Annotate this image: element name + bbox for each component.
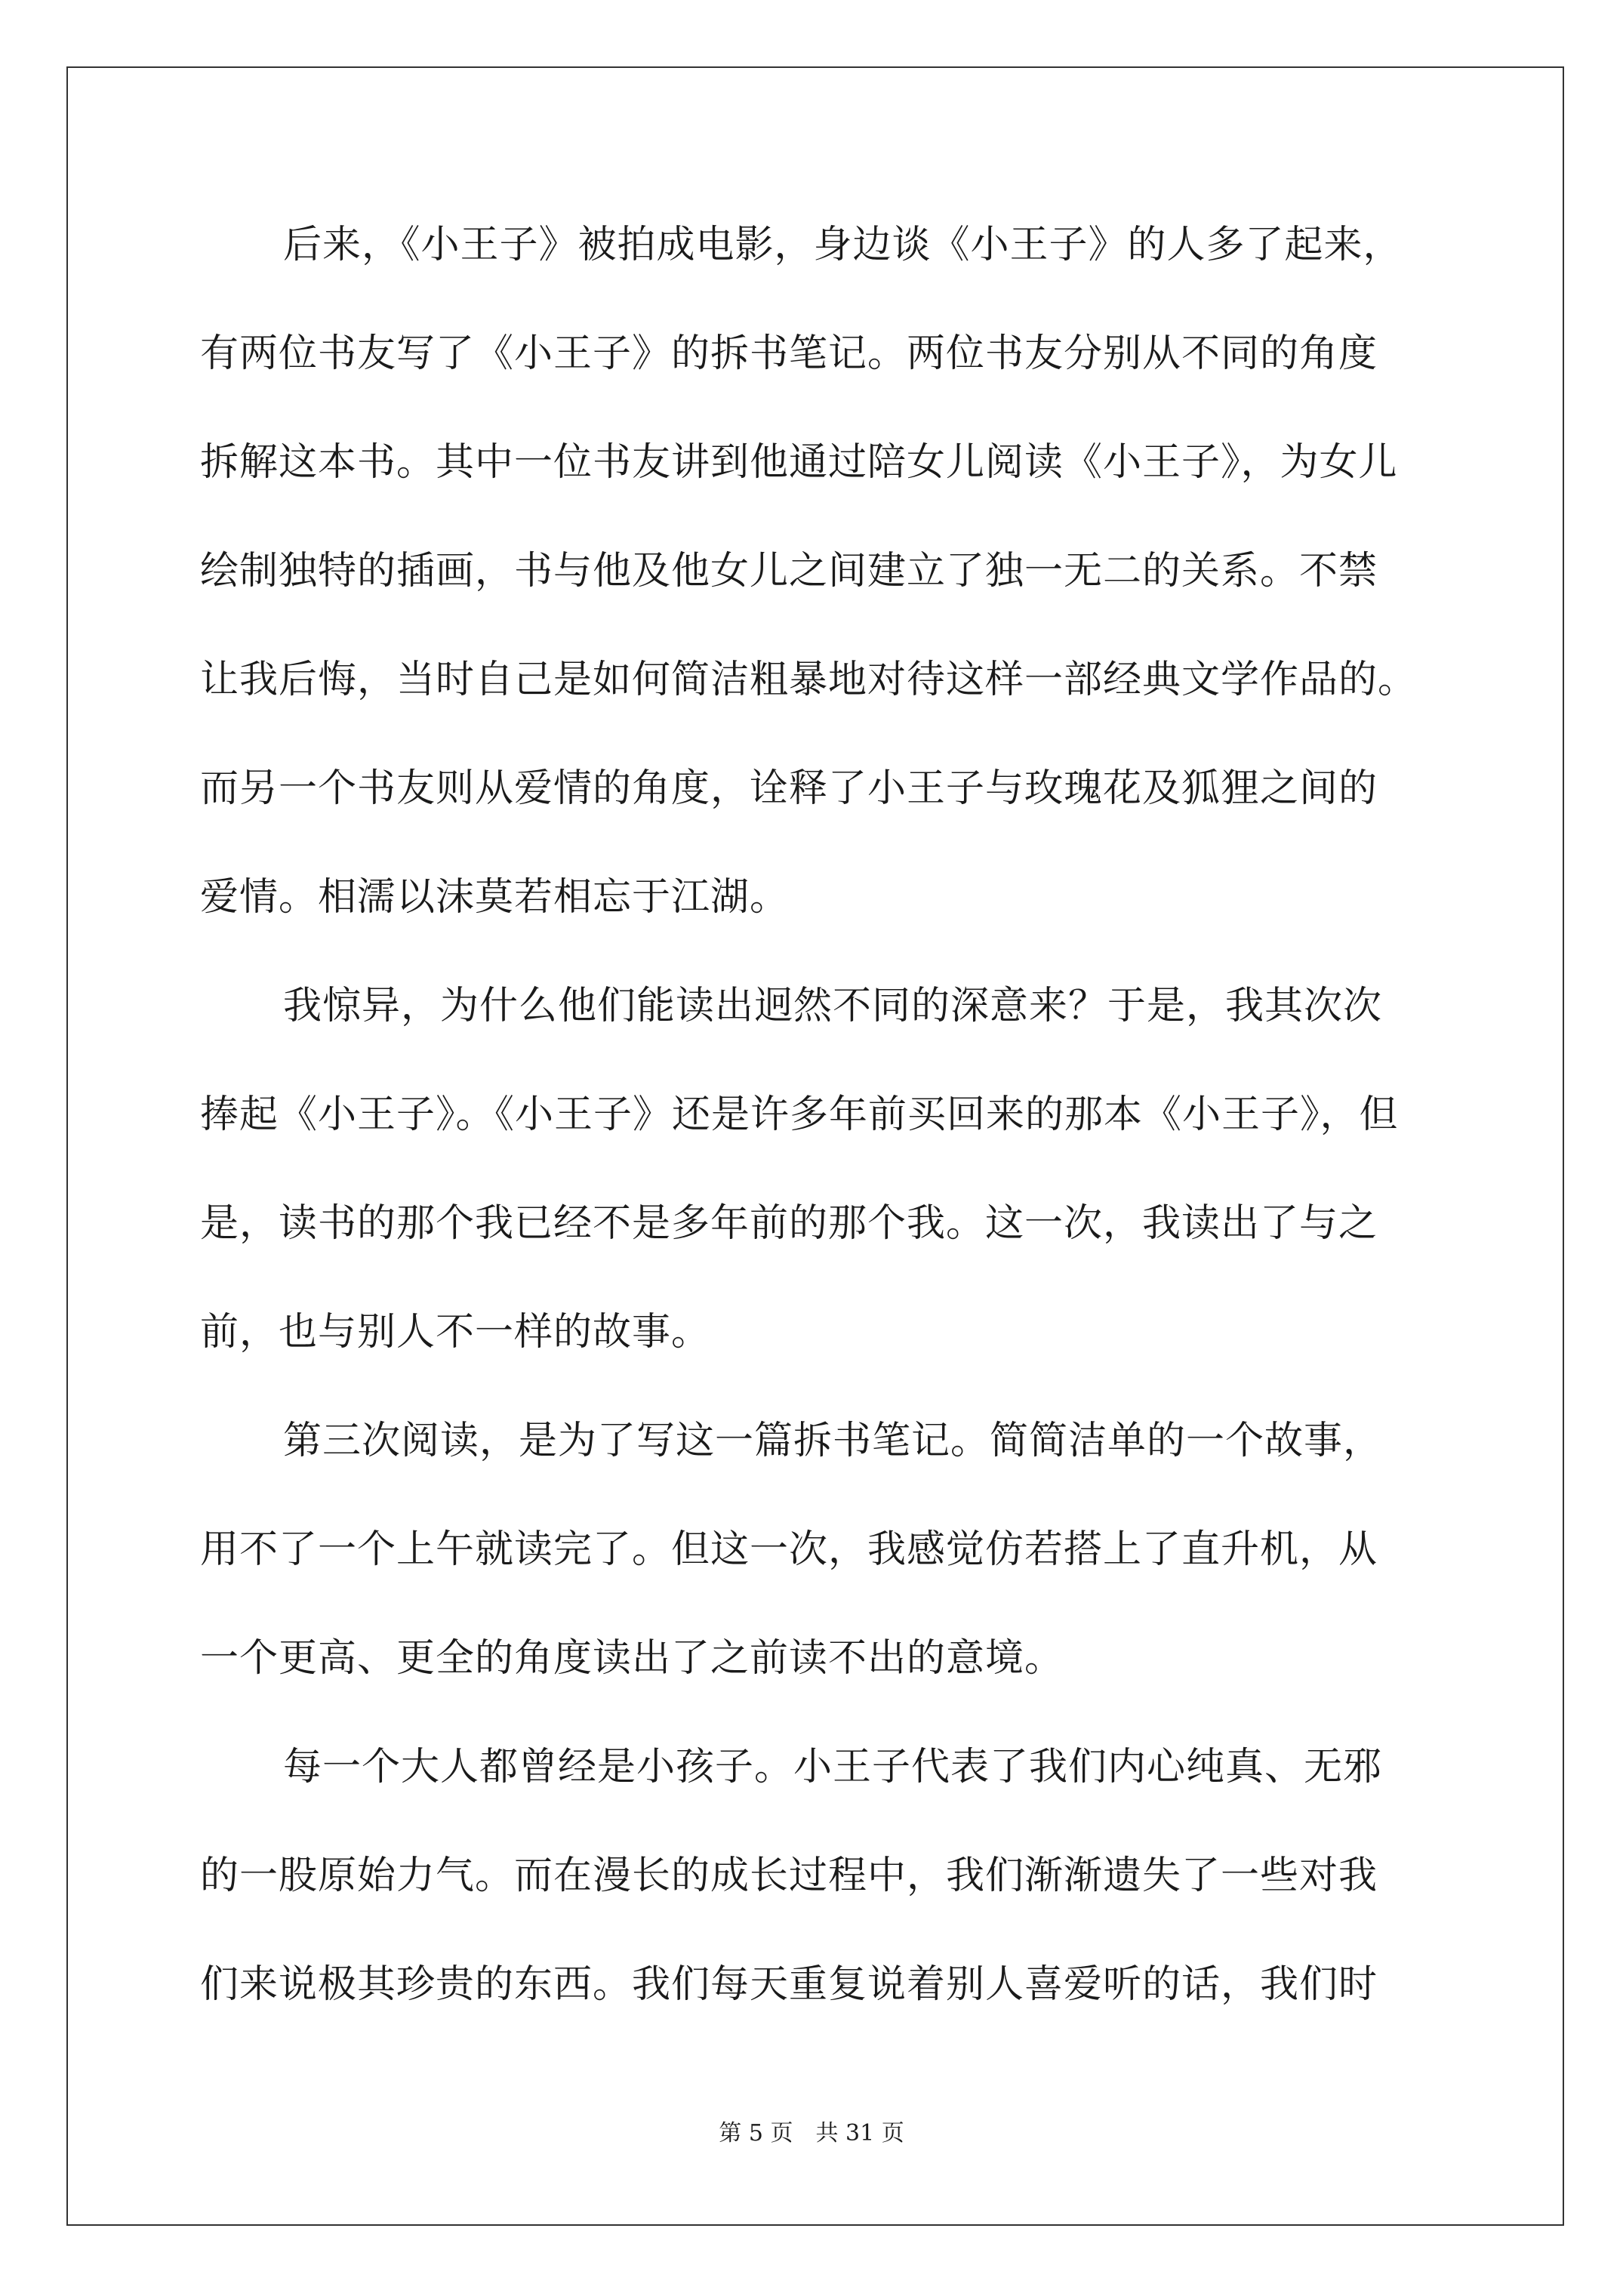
- text-line: 前，也与别人不一样的故事。: [200, 1310, 711, 1354]
- text-line: 让我后悔，当时自己是如何简洁粗暴地对待这样一部经典文学作品的。: [200, 658, 1418, 702]
- document-body: [200, 223, 1438, 2071]
- text-line: 第三次阅读，是为了写这一篇拆书笔记。简简洁单的一个故事，: [283, 1419, 1383, 1463]
- text-line: 有两位书友写了《小王子》的拆书笔记。两位书友分别从不同的角度: [200, 331, 1378, 376]
- text-line: 爱情。相濡以沫莫若相忘于江湖。: [200, 875, 790, 920]
- text-line: 我惊异，为什么他们能读出迥然不同的深意来？于是，我其次次: [283, 984, 1383, 1028]
- text-line: 后来，《小王子》被拍成电影，身边谈《小王子》的人多了起来，: [283, 223, 1403, 267]
- text-line: 而另一个书友则从爱情的角度，诠释了小王子与玫瑰花及狐狸之间的: [200, 766, 1378, 811]
- text-line: 绘制独特的插画，书与他及他女儿之间建立了独一无二的关系。不禁: [200, 549, 1378, 593]
- text-line: 用不了一个上午就读完了。但这一次，我感觉仿若搭上了直升机，从: [200, 1527, 1378, 1572]
- text-line: 一个更高、更全的角度读出了之前读不出的意境。: [200, 1636, 1064, 1681]
- text-line: 捧起《小王子》。《小王子》还是许多年前买回来的那本《小王子》，但: [200, 1093, 1399, 1137]
- page-number-footer: 第 5 页 共 31 页: [719, 2120, 904, 2147]
- text-line: 每一个大人都曾经是小孩子。小王子代表了我们内心纯真、无邪: [283, 1745, 1383, 1789]
- text-line: 拆解这本书。其中一位书友讲到他通过陪女儿阅读《小王子》，为女儿: [200, 440, 1398, 485]
- text-line: 是，读书的那个我已经不是多年前的那个我。这一次，我读出了与之: [200, 1201, 1378, 1246]
- text-line: 们来说极其珍贵的东西。我们每天重复说着别人喜爱听的话，我们时: [200, 1962, 1378, 2007]
- text-line: 的一股原始力气。而在漫长的成长过程中，我们渐渐遗失了一些对我: [200, 1854, 1378, 1898]
